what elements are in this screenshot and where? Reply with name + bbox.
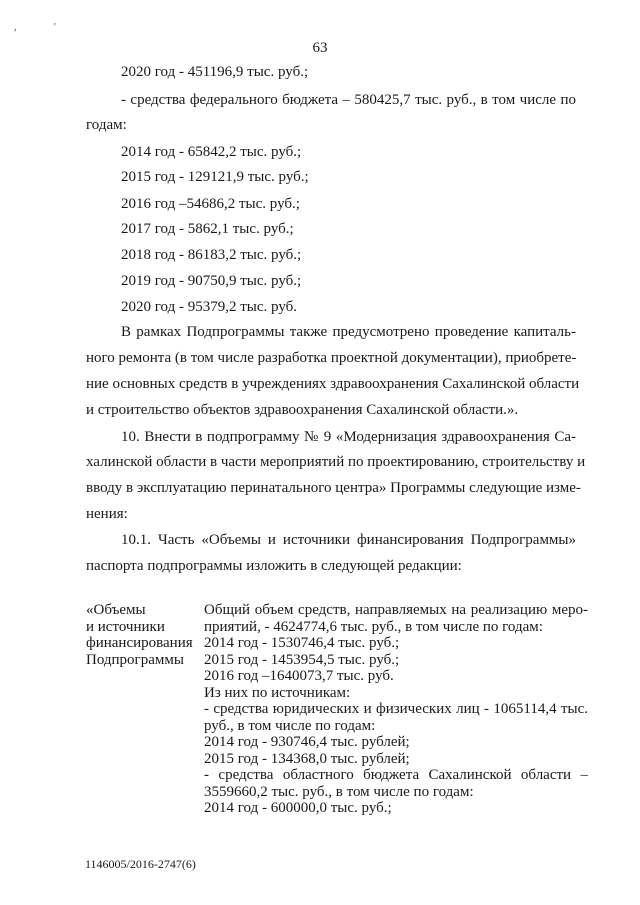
page-number: 63 <box>312 40 328 56</box>
text-line: 10. Внести в подпрограмму № 9 «Модернизация здравоохранения Са- <box>121 429 576 445</box>
table-right-line: 2016 год –1640073,7 тыс. руб. <box>204 668 394 684</box>
table-right-line: руб., в том числе по годам: <box>204 717 376 734</box>
table-right-line: 2015 год - 134368,0 тыс. рублей; <box>204 750 410 767</box>
text-line: паспорта подпрограммы изложить в следующей редакции: <box>86 558 462 574</box>
table-right-column <box>204 602 588 817</box>
scan-mark: , <box>14 22 17 33</box>
table-right-line: Из них по источникам: <box>204 684 351 701</box>
table-right-line: 2014 год - 1530746,4 тыс. руб.; <box>204 635 400 651</box>
text-line: - средства федерального бюджета – 580425,7 тыс. руб., в том числе по <box>121 92 576 108</box>
table-left-column <box>86 602 193 668</box>
text-line: 2020 год - 451196,9 тыс. руб.; <box>121 64 309 80</box>
text-line: вводу в эксплуатацию перинатального центра» Программы следующие изме- <box>86 480 581 496</box>
table-right-line: приятий, - 4624774,6 тыс. руб., в том числе по годам: <box>204 618 543 635</box>
table-right-line: 3559660,2 тыс. руб., в том числе по годам: <box>204 783 474 800</box>
text-line: ние основных средств в учреждениях здравоохранения Сахалинской области <box>86 376 580 392</box>
table-right-line: Общий объем средств, направляемых на реализацию меро- <box>204 602 588 618</box>
table-left-cell: финансирования <box>86 635 193 651</box>
text-line: 2017 год - 5862,1 тыс. руб.; <box>121 221 294 237</box>
text-line: В рамках Подпрограммы также предусмотрено проведение капиталь- <box>121 324 576 340</box>
text-line: 2014 год - 65842,2 тыс. руб.; <box>121 144 302 160</box>
table-right-line: 2014 год - 930746,4 тыс. рублей; <box>204 734 410 750</box>
table-left-cell: и источники <box>86 618 165 635</box>
text-line: 2018 год - 86183,2 тыс. руб.; <box>121 247 302 263</box>
scan-mark: ' <box>54 22 56 33</box>
text-line: нения: <box>86 506 128 522</box>
text-line: 2016 год –54686,2 тыс. руб.; <box>121 196 300 212</box>
text-line: халинской области в части мероприятий по проектированию, строительству и <box>86 454 586 470</box>
table-right-line: 2015 год - 1453954,5 тыс. руб.; <box>204 651 400 668</box>
table-right-line: 2014 год - 600000,0 тыс. руб.; <box>204 800 392 816</box>
table-left-cell: Подпрограммы <box>86 651 184 668</box>
text-line: 10.1. Часть «Объемы и источники финансирования Подпрограммы» <box>121 532 576 548</box>
text-line: 2020 год - 95379,2 тыс. руб. <box>121 299 298 315</box>
text-line: ного ремонта (в том числе разработка проектной документации), приобрете- <box>86 350 577 366</box>
text-line: и строительство объектов здравоохранения Сахалинской области.». <box>86 402 519 418</box>
text-line: годам: <box>86 117 127 133</box>
table-left-cell: «Объемы <box>86 602 146 618</box>
document-footer-id: 1146005/2016-2747(6) <box>85 857 196 871</box>
table-right-line: - средства юридических и физических лиц - 1065114,4 тыс. <box>204 701 588 717</box>
text-line: 2015 год - 129121,9 тыс. руб.; <box>121 169 309 185</box>
table-right-line: - средства областного бюджета Сахалинской области – <box>204 767 588 783</box>
text-line: 2019 год - 90750,9 тыс. руб.; <box>121 273 302 289</box>
